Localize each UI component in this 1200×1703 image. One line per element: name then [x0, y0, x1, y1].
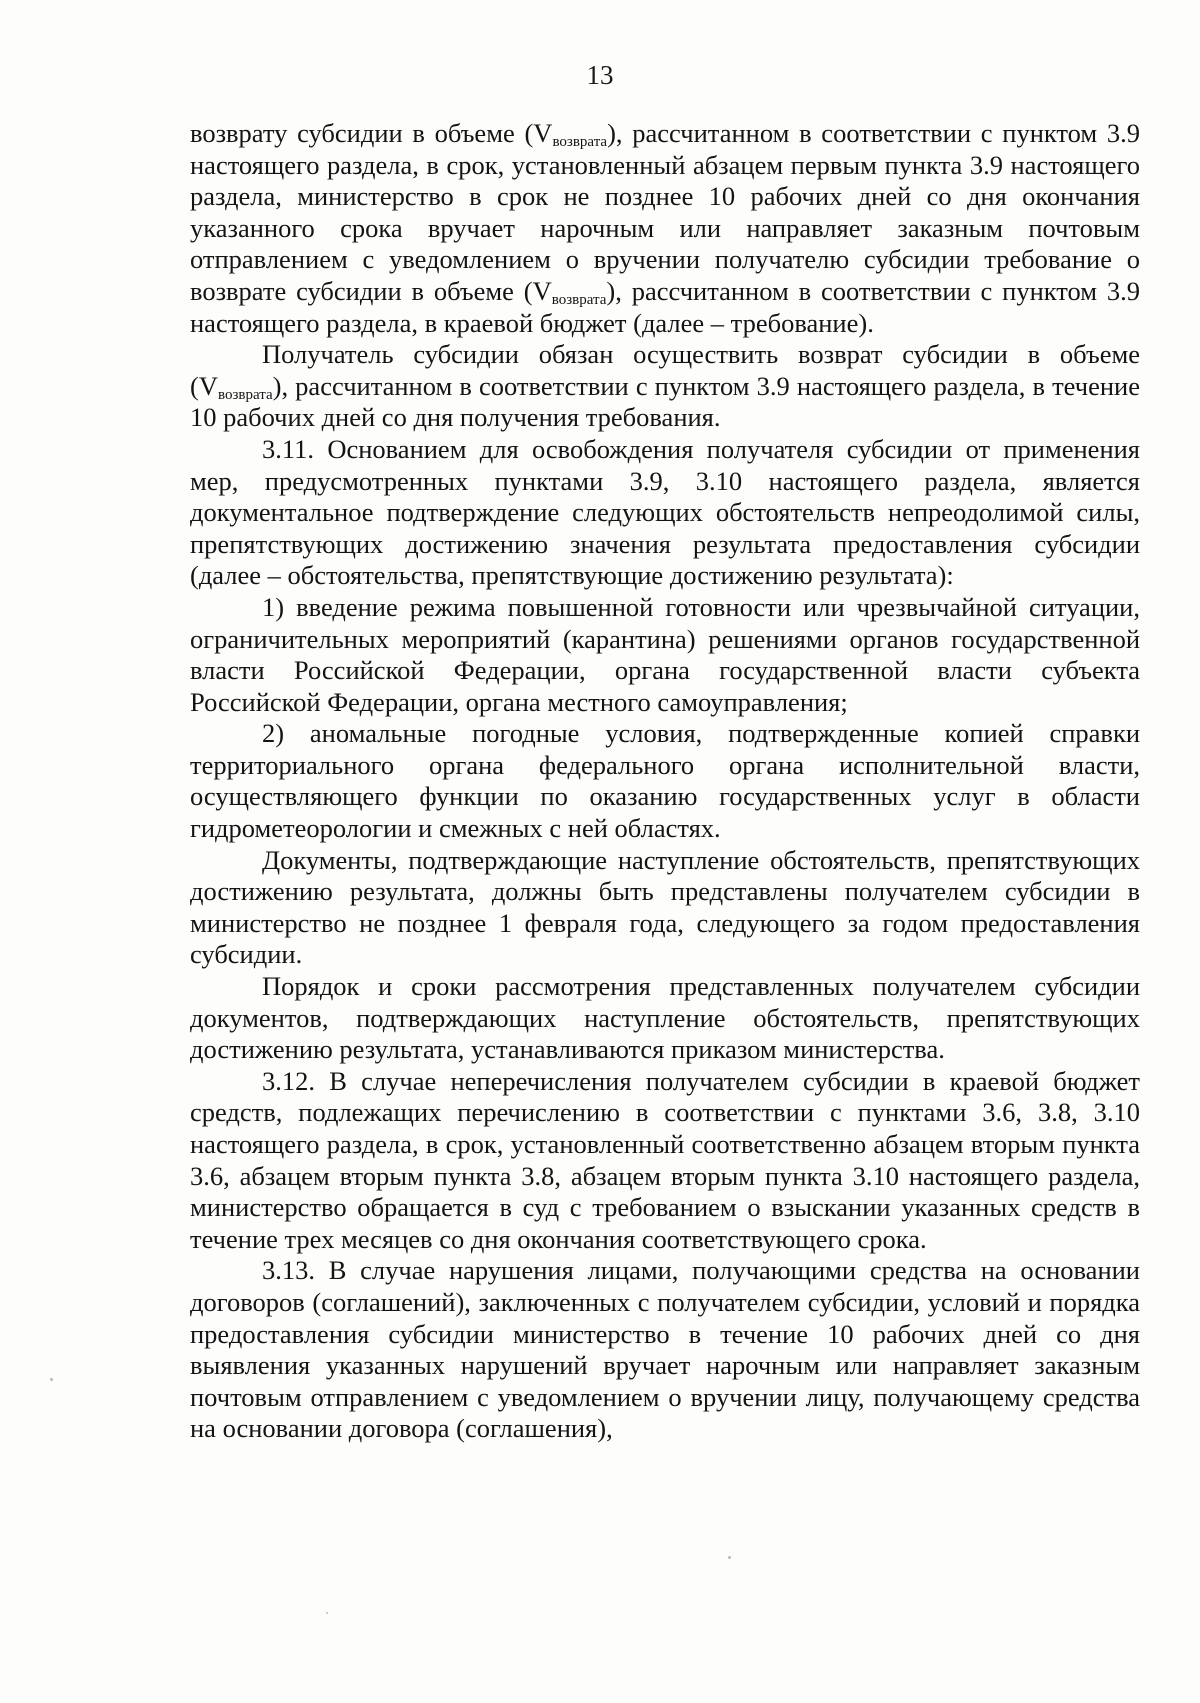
scan-artifact [50, 1378, 53, 1381]
text-run: ), рассчитанном в соответствии с пунктом 3.9 настоящего раздела, в течение 10 рабочих дней со дня получения требования. [190, 370, 1140, 433]
scan-artifact [728, 1556, 731, 1559]
paragraph-3-11: 3.11. Основанием для освобождения получателя субсидии от применения мер, предусмотренных пунктами 3.9, 3.10 настоящего раздела, является документальное подтверждение следующих обстоятельств непреодолимой силы, препятствующих достижению значения результата предоставления субсидии (далее – обстоятельства, препятствующие достижению результата): [190, 433, 1140, 591]
list-item-1: 1) введение режима повышенной готовности или чрезвычайной ситуации, ограничительных мероприятий (карантина) решениями органов государственной власти Российской Федерации, органа государственной власти субъекта Российской Федерации, органа местного самоуправления; [190, 591, 1140, 717]
paragraph-3-12: 3.12. В случае неперечисления получателем субсидии в краевой бюджет средств, подлежащих перечислению в соответствии с пунктами 3.6, 3.8, 3.10 настоящего раздела, в срок, установленный соответственно абзацем вторым пункта 3.6, абзацем вторым пункта 3.8, абзацем вторым пункта 3.10 настоящего раздела, министерство обращается в суд с требованием о взыскании указанных средств в течение трех месяцев со дня окончания соответствующего срока. [190, 1065, 1140, 1254]
text-run: ), рассчитанном в соответствии с пунктом 3.9 настоящего раздела, в краевой бюджет (далее – требование). [190, 275, 1140, 338]
document-body [190, 118, 1140, 1445]
paragraph-1 [190, 118, 1140, 339]
text-run: возврату субсидии в объеме (V [190, 118, 553, 148]
subscript-label: возврата [551, 291, 607, 308]
paragraph-procedure: Порядок и сроки рассмотрения представленных получателем субсидии документов, подтверждающих наступление обстоятельств, препятствующих достижению результата, устанавливаются приказом министерства. [190, 971, 1140, 1065]
paragraph-2 [190, 339, 1140, 434]
scan-artifact [326, 1612, 328, 1614]
text-run: ), рассчитанном в соответствии с пунктом 3.9 настоящего раздела, в срок, установленный абзацем первым пункта 3.9 настоящего раздела, министерство в срок не позднее 10 рабочих дней со дня окончания указанного срока вручает нарочным или направляет заказным почтовым отправлением с уведомлением о вручении получателю субсидии требование о возврате субсидии в объеме (V [190, 118, 1141, 306]
page-number: 13 [586, 60, 614, 90]
paragraph-3-13: 3.13. В случае нарушения лицами, получающими средства на основании договоров (соглашений), заключенных с получателем субсидии, условий и порядка предоставления субсидии министерство в течение 10 рабочих дней со дня выявления указанных нарушений вручает нарочным или направляет заказным почтовым отправлением с уведомлением о вручении лицу, получающему средства на основании договора (соглашения), [190, 1255, 1140, 1444]
text-run: Получатель субсидии обязан осуществить возврат субсидии в объеме (V [190, 339, 1140, 401]
subscript-label: возврата [552, 134, 608, 150]
subscript-label: возврата [217, 386, 273, 403]
paragraph-documents: Документы, подтверждающие наступление обстоятельств, препятствующих достижению результата, должны быть представлены получателем субсидии в министерство не позднее 1 февраля года, следующего за годом предоставления субсидии. [190, 844, 1140, 970]
list-item-2: 2) аномальные погодные условия, подтвержденные копией справки территориального органа федерального органа исполнительной власти, осуществляющего функции по оказанию государственных услуг в области гидрометеорологии и смежных с ней областях. [190, 718, 1140, 844]
